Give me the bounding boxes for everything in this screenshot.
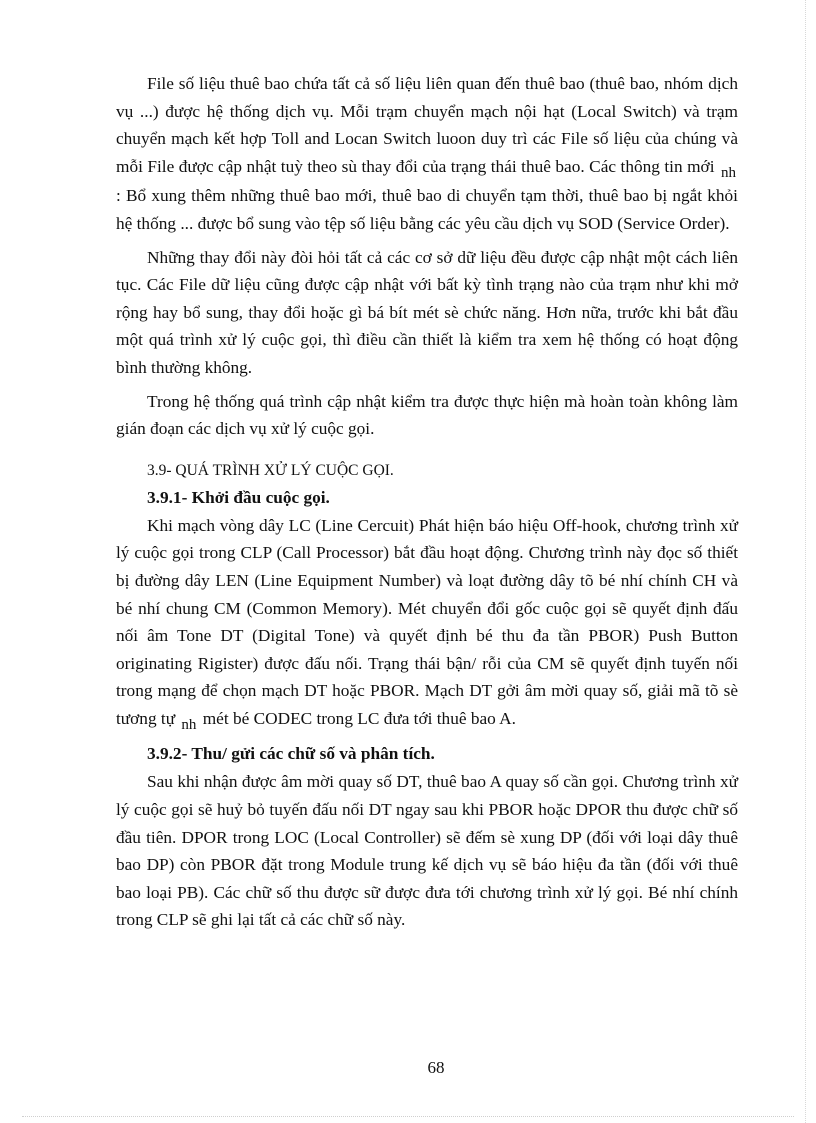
page-edge-rule (805, 0, 806, 1123)
paragraph-text: : Bổ xung thêm những thuê bao mới, thuê bao di chuyển tạm thời, thuê bao bị ngắt khỏi hệ thống ... được bổ sung vào tệp số liệu bằng các yêu cầu dịch vụ SOD (Service Order). (116, 186, 738, 233)
paragraph-update-check: Trong hệ thống quá trình cập nhật kiểm tra được thực hiện mà hoàn toàn không làm gián đoạn các dịch vụ xử lý cuộc gọi. (116, 391, 738, 439)
paragraph-subscriber-data-file (116, 70, 738, 238)
subscript-text: nh (181, 716, 197, 733)
footer-rule (22, 1116, 794, 1117)
paragraph-text: mét bé CODEC trong LC đưa tới thuê bao A. (202, 708, 516, 728)
page-number: 68 (427, 1058, 445, 1077)
paragraph-call-initiation (116, 512, 738, 735)
paragraph-text: Khi mạch vòng dây LC (Line Cercuit) Phát hiện báo hiệu Off-hook, chương trình xử lý cuộc gọi trong CLP (Call Processor) bắt đầu hoạt động. Chương trình này đọc số thiết bị đường dây LEN (Line Equipment Number) và loạt đường dây tõ bé nhí chính CH và bé nhí chung CM (Common Memory). Mét chuyển đổi gốc cuộc gọi sẽ quyết định đấu nối âm Tone DT (Digital Tone) và quyết định bé thu đa tần PBOR) Push Button originating Rigister) được đấu nối. Trạng thái bận/ rỗi của CM sẽ quyết định tuyến nối trong mạng để chọn mạch DT hoặc PBOR. Mạch DT gởi âm mời quay số, giải mã tõ sè tương tự (116, 515, 738, 728)
subsection-heading-call-initiation: 3.9.1- Khởi đầu cuộc gọi. (147, 487, 330, 507)
section-heading: 3.9- QUÁ TRÌNH XỬ LÝ CUỘC GỌI. (147, 461, 394, 479)
paragraph-text: File số liệu thuê bao chứa tất cả số liệu liên quan đến thuê bao (thuê bao, nhóm dịch vụ ...) được hệ thống dịch vụ. Mỗi trạm chuyển mạch nội hạt (Local Switch) và trạm chuyển mạch kết hợp Toll and Locan Switch luoon duy trì các File số liệu của chúng và mỗi File được cập nhật tuỳ theo sù thay đổi của trạng thái thuê bao. Các thông tin mới (116, 74, 738, 176)
subscript-text: nh (721, 164, 736, 181)
subsection-heading-digit-analysis: 3.9.2- Thu/ gửi các chữ số và phân tích. (147, 744, 435, 764)
document-page (116, 70, 738, 940)
paragraph-digit-analysis: Sau khi nhận được âm mời quay số DT, thuê bao A quay số cần gọi. Chương trình xử lý cuộc gọi sẽ huỷ bỏ tuyến đấu nối DT ngay sau khi PBOR hoặc DPOR thu được chữ số đầu tiên. DPOR trong LOC (Local Controller) sẽ đếm sè xung DP (đối với loại dây thuê bao DP) còn PBOR đặt trong Module trung kế dịch vụ sẽ báo hiệu đa tần (đối với thuê bao loại PB). Các chữ số thu được sữ được đưa tới chương trình xử lý gọi. Bé nhí chính trong CLP sẽ ghi lại tất cả các chữ số này. (116, 772, 738, 930)
paragraph-database-update: Những thay đổi này đòi hỏi tất cả các cơ sở dữ liệu đều được cập nhật một cách liên tục. Các File dữ liệu cũng được cập nhật với bất kỳ tình trạng nào của trạm như khi mở rộng hay bổ sung, thay đổi hoặc gì bá bít mét sè chức năng. Hơn nữa, trước khi bắt đầu một quá trình xử lý cuộc gọi, thì điều cần thiết là kiểm tra xem hệ thống có hoạt động bình thường không. (116, 247, 738, 377)
